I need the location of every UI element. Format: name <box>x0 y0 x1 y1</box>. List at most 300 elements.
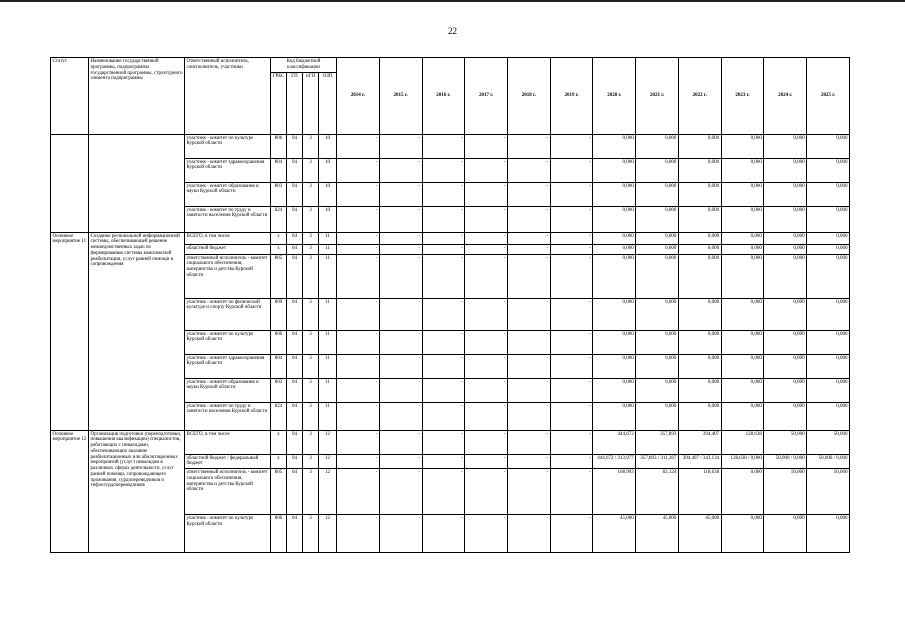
value-cell: - <box>422 515 465 553</box>
value-cell: - <box>550 469 593 515</box>
pgp-cell: 3 <box>303 469 319 515</box>
page-top-edge <box>0 0 905 2</box>
grbs-cell: 824 <box>271 402 287 430</box>
value-cell: - <box>507 354 550 378</box>
executor-cell: участник - комитет здравоохранения Курской области <box>185 354 271 378</box>
pgp-cell: 3 <box>303 430 319 454</box>
gp-cell: 04 <box>287 402 303 430</box>
executor-cell: участник - комитет образования и науки Курской области <box>185 182 271 206</box>
header-year: 2020 г. <box>593 58 636 135</box>
ozp-cell: 10 <box>319 134 337 158</box>
value-cell: - <box>465 402 508 430</box>
value-cell: - <box>550 158 593 182</box>
value-cell: 0,000 <box>764 515 807 553</box>
value-cell: 0,000 <box>721 254 764 298</box>
pgp-cell: 3 <box>303 182 319 206</box>
value-cell: 45,000 <box>678 515 721 553</box>
header-status: Статус <box>51 58 89 135</box>
value-cell: - <box>379 378 422 402</box>
value-cell: 0,000 <box>807 254 850 298</box>
ozp-cell: 12 <box>319 430 337 454</box>
value-cell: 0,000 <box>764 330 807 354</box>
value-cell: - <box>422 206 465 232</box>
value-cell: - <box>379 158 422 182</box>
value-cell: - <box>465 454 508 469</box>
pgp-cell: 3 <box>303 515 319 553</box>
value-cell: 0,000 <box>721 182 764 206</box>
executor-cell: участник - комитет по физической культуре и спорту Курской области <box>185 298 271 330</box>
value-cell: 0,000 <box>807 330 850 354</box>
grbs-cell: х <box>271 232 287 244</box>
executor-cell: участник - комитет по труду и занятости населения Курской области <box>185 402 271 430</box>
value-cell: - <box>507 454 550 469</box>
ozp-cell: 11 <box>319 354 337 378</box>
gp-cell: 04 <box>287 134 303 158</box>
executor-cell: участник - комитет здравоохранения Курской области <box>185 158 271 182</box>
header-year: 2019 г. <box>550 58 593 135</box>
value-cell: - <box>465 232 508 244</box>
value-cell: 0,000 <box>636 134 679 158</box>
value-cell: 0,000 <box>721 330 764 354</box>
value-cell: - <box>379 134 422 158</box>
value-cell: 0,000 <box>678 182 721 206</box>
table-body <box>51 134 850 553</box>
value-cell: - <box>379 182 422 206</box>
value-cell: 0,000 <box>678 134 721 158</box>
value-cell: 0,000 <box>636 330 679 354</box>
value-cell: 0,000 <box>764 254 807 298</box>
value-cell: 0,000 <box>764 206 807 232</box>
value-cell: 45,000 <box>636 515 679 553</box>
value-cell: 0,000 <box>721 134 764 158</box>
header-year: 2021 г. <box>636 58 679 135</box>
pgp-cell: 3 <box>303 254 319 298</box>
value-cell: - <box>550 354 593 378</box>
value-cell: 82,124 <box>636 469 679 515</box>
row-status: Основное мероприятие 12 <box>51 430 89 553</box>
pgp-cell: 3 <box>303 232 319 244</box>
value-cell: - <box>550 232 593 244</box>
executor-cell: ответственный исполнитель - комитет социального обеспечения, материнства и детства Курской области <box>185 254 271 298</box>
ozp-cell: 12 <box>319 454 337 469</box>
value-cell: - <box>337 206 380 232</box>
grbs-cell: 804 <box>271 158 287 182</box>
value-cell: - <box>465 206 508 232</box>
value-cell: - <box>379 254 422 298</box>
value-cell: 0,000 <box>636 354 679 378</box>
value-cell: - <box>422 254 465 298</box>
value-cell: - <box>550 244 593 254</box>
value-cell: - <box>465 469 508 515</box>
executor-cell: участник - комитет образования и науки Курской области <box>185 378 271 402</box>
gp-cell: 04 <box>287 206 303 232</box>
value-cell: - <box>379 430 422 454</box>
value-cell: 0,000 <box>764 158 807 182</box>
value-cell: - <box>550 330 593 354</box>
gp-cell: 04 <box>287 378 303 402</box>
value-cell: 50,000 <box>764 430 807 454</box>
value-cell: - <box>465 354 508 378</box>
header-year: 2025 г. <box>807 58 850 135</box>
pgp-cell: 3 <box>303 298 319 330</box>
header-ozp: ОЗП <box>319 72 337 134</box>
value-cell: 128,638 / 0,000 <box>721 454 764 469</box>
value-cell: 0,000 <box>721 402 764 430</box>
row-status <box>51 134 89 232</box>
value-cell: 0,000 <box>807 298 850 330</box>
value-cell: - <box>379 206 422 232</box>
gp-cell: 04 <box>287 430 303 454</box>
value-cell: - <box>507 254 550 298</box>
value-cell: - <box>379 354 422 378</box>
value-cell: 0,000 <box>807 244 850 254</box>
value-cell: 0,000 <box>636 206 679 232</box>
header-pgp: пГП <box>303 72 319 134</box>
value-cell: - <box>422 354 465 378</box>
value-cell: - <box>507 430 550 454</box>
value-cell: - <box>507 402 550 430</box>
grbs-cell: 806 <box>271 330 287 354</box>
executor-cell: участник - комитет по культуре Курской области <box>185 134 271 158</box>
grbs-cell: 803 <box>271 378 287 402</box>
value-cell: 0,000 <box>636 298 679 330</box>
gp-cell: 04 <box>287 298 303 330</box>
ozp-cell: 11 <box>319 330 337 354</box>
value-cell: 0,000 <box>807 134 850 158</box>
value-cell: 0,000 <box>721 469 764 515</box>
value-cell: - <box>337 430 380 454</box>
value-cell: - <box>550 378 593 402</box>
value-cell: 128,638 <box>721 430 764 454</box>
value-cell: 0,000 <box>678 298 721 330</box>
value-cell: - <box>465 330 508 354</box>
value-cell: - <box>337 158 380 182</box>
gp-cell: 04 <box>287 469 303 515</box>
value-cell: - <box>550 515 593 553</box>
value-cell: - <box>465 515 508 553</box>
value-cell: 0,000 <box>721 206 764 232</box>
value-cell: - <box>550 454 593 469</box>
value-cell: 357,893 / 311,367 <box>636 454 679 469</box>
value-cell: - <box>507 244 550 254</box>
value-cell: 50,000 <box>807 430 850 454</box>
value-cell: 0,000 <box>636 254 679 298</box>
executor-cell: участник - комитет по культуре Курской области <box>185 515 271 553</box>
value-cell: - <box>465 244 508 254</box>
ozp-cell: 11 <box>319 378 337 402</box>
value-cell: - <box>507 232 550 244</box>
value-cell: 0,000 <box>678 354 721 378</box>
value-cell: 0,000 <box>636 232 679 244</box>
value-cell: 118,638 <box>678 469 721 515</box>
pgp-cell: 3 <box>303 244 319 254</box>
value-cell: 0,000 <box>807 232 850 244</box>
value-cell: 0,000 <box>593 378 636 402</box>
value-cell: - <box>507 378 550 402</box>
value-cell: - <box>550 402 593 430</box>
pgp-cell: 3 <box>303 378 319 402</box>
value-cell: 0,000 <box>593 244 636 254</box>
header-grbs: ГРБС <box>271 72 287 134</box>
value-cell: - <box>465 134 508 158</box>
value-cell: - <box>422 232 465 244</box>
ozp-cell: 10 <box>319 206 337 232</box>
value-cell: 0,000 <box>764 298 807 330</box>
value-cell: 357,893 <box>636 430 679 454</box>
gp-cell: 04 <box>287 254 303 298</box>
value-cell: - <box>550 430 593 454</box>
row-name <box>89 134 185 232</box>
value-cell: 0,000 <box>721 158 764 182</box>
value-cell: 50,000 / 0,000 <box>807 454 850 469</box>
value-cell: - <box>379 232 422 244</box>
value-cell: - <box>422 182 465 206</box>
value-cell: - <box>507 298 550 330</box>
value-cell: 0,000 <box>636 182 679 206</box>
header-year: 2017 г. <box>465 58 508 135</box>
header-year: 2018 г. <box>507 58 550 135</box>
table-header <box>51 58 850 135</box>
value-cell: - <box>465 430 508 454</box>
value-cell: - <box>465 378 508 402</box>
header-year: 2023 г. <box>721 58 764 135</box>
value-cell: - <box>550 182 593 206</box>
header-year: 2014 г. <box>337 58 380 135</box>
value-cell: 0,000 <box>678 254 721 298</box>
value-cell: - <box>507 206 550 232</box>
ozp-cell: 12 <box>319 469 337 515</box>
gp-cell: 04 <box>287 244 303 254</box>
value-cell: - <box>422 430 465 454</box>
value-cell: 0,000 <box>636 244 679 254</box>
executor-cell: областной бюджет / федеральный бюджет <box>185 454 271 469</box>
value-cell: 50,000 / 0,000 <box>764 454 807 469</box>
value-cell: - <box>337 232 380 244</box>
value-cell: 0,000 <box>764 402 807 430</box>
value-cell: - <box>379 298 422 330</box>
grbs-cell: 806 <box>271 134 287 158</box>
value-cell: 0,000 <box>807 515 850 553</box>
executor-cell: областной бюджет <box>185 244 271 254</box>
pgp-cell: 3 <box>303 454 319 469</box>
value-cell: - <box>337 134 380 158</box>
executor-cell: участник - комитет по культуре Курской области <box>185 330 271 354</box>
value-cell: 0,000 <box>593 402 636 430</box>
value-cell: - <box>550 254 593 298</box>
value-cell: - <box>379 402 422 430</box>
header-executor: Ответственный исполнитель, соисполнитель, участники <box>185 58 271 135</box>
executor-cell: участник - комитет по труду и занятости населения Курской области <box>185 206 271 232</box>
value-cell: - <box>337 402 380 430</box>
value-cell: 0,000 <box>764 232 807 244</box>
table-row <box>51 232 850 244</box>
value-cell: 0,000 <box>593 158 636 182</box>
value-cell: 394,407 / 343,134 <box>678 454 721 469</box>
value-cell: - <box>422 378 465 402</box>
pgp-cell: 3 <box>303 354 319 378</box>
value-cell: - <box>337 354 380 378</box>
pgp-cell: 3 <box>303 206 319 232</box>
value-cell: 168,903 <box>593 469 636 515</box>
budget-table <box>50 57 850 553</box>
value-cell: - <box>550 206 593 232</box>
row-name: Создание региональной информационной системы, обеспечивающей решение межведомственных задач по формированию системы комплексной реабилитации, услуг ранней помощи и сопровождения <box>89 232 185 430</box>
value-cell: 0,000 <box>807 182 850 206</box>
value-cell: 0,000 <box>593 182 636 206</box>
value-cell: - <box>379 330 422 354</box>
value-cell: - <box>422 330 465 354</box>
header-name: Наименование государственной программы, подпрограммы государственной программы, структурного элемента подпрограммы <box>89 58 185 135</box>
executor-cell: ответственный исполнитель - комитет социального обеспечения, материнства и детства Курской области <box>185 469 271 515</box>
header-gp: ГП <box>287 72 303 134</box>
pgp-cell: 3 <box>303 402 319 430</box>
row-name: Организация подготовки (переподготовки, повышения квалификации) специалистов, работающих с инвалидами, обеспечивающих оказание реабилитационных или абилитационных мероприятий (услуг) инвалидам в различных сферах деятельности, услуг ранней помощи, сопровождающего проживания, сурдопереводчиков и тифлосурдопереводчиков <box>89 430 185 553</box>
value-cell: 0,000 <box>807 158 850 182</box>
value-cell: 0,000 <box>593 330 636 354</box>
value-cell: 0,000 <box>678 378 721 402</box>
table-row <box>51 134 850 158</box>
ozp-cell: 10 <box>319 182 337 206</box>
grbs-cell: 806 <box>271 515 287 553</box>
gp-cell: 04 <box>287 158 303 182</box>
ozp-cell: 11 <box>319 232 337 244</box>
value-cell: 0,000 <box>721 244 764 254</box>
value-cell: 50,000 <box>764 469 807 515</box>
grbs-cell: х <box>271 454 287 469</box>
value-cell: - <box>507 134 550 158</box>
row-status: Основное мероприятие 11 <box>51 232 89 430</box>
gp-cell: 04 <box>287 182 303 206</box>
value-cell: 0,000 <box>721 298 764 330</box>
value-cell: - <box>337 182 380 206</box>
executor-cell: ВСЕГО, в том числе <box>185 430 271 454</box>
value-cell: 0,000 <box>807 206 850 232</box>
value-cell: - <box>379 244 422 254</box>
value-cell: 45,000 <box>593 515 636 553</box>
ozp-cell: 10 <box>319 158 337 182</box>
gp-cell: 04 <box>287 330 303 354</box>
value-cell: - <box>507 330 550 354</box>
value-cell: 444,672 / 313,977 <box>593 454 636 469</box>
value-cell: - <box>507 182 550 206</box>
value-cell: - <box>422 402 465 430</box>
value-cell: - <box>507 469 550 515</box>
ozp-cell: 12 <box>319 515 337 553</box>
value-cell: 0,000 <box>764 182 807 206</box>
value-cell: 0,000 <box>593 254 636 298</box>
value-cell: - <box>422 244 465 254</box>
value-cell: - <box>422 298 465 330</box>
value-cell: - <box>507 515 550 553</box>
grbs-cell: 809 <box>271 298 287 330</box>
value-cell: 0,000 <box>721 232 764 244</box>
gp-cell: 04 <box>287 354 303 378</box>
value-cell: 0,000 <box>807 354 850 378</box>
value-cell: - <box>507 158 550 182</box>
value-cell: - <box>337 254 380 298</box>
header-year: 2015 г. <box>379 58 422 135</box>
pgp-cell: 3 <box>303 134 319 158</box>
value-cell: 0,000 <box>764 244 807 254</box>
value-cell: - <box>337 244 380 254</box>
gp-cell: 04 <box>287 515 303 553</box>
value-cell: 0,000 <box>593 232 636 244</box>
grbs-cell: х <box>271 244 287 254</box>
value-cell: - <box>379 454 422 469</box>
value-cell: 394,407 <box>678 430 721 454</box>
value-cell: 0,000 <box>678 206 721 232</box>
value-cell: - <box>337 515 380 553</box>
value-cell: 0,000 <box>593 206 636 232</box>
value-cell: - <box>422 134 465 158</box>
gp-cell: 04 <box>287 232 303 244</box>
header-budget-code: Код бюджетной классификации <box>271 58 337 73</box>
grbs-cell: 803 <box>271 182 287 206</box>
gp-cell: 04 <box>287 454 303 469</box>
ozp-cell: 11 <box>319 244 337 254</box>
grbs-cell: 805 <box>271 469 287 515</box>
value-cell: 0,000 <box>636 378 679 402</box>
value-cell: 0,000 <box>807 378 850 402</box>
value-cell: 0,000 <box>678 330 721 354</box>
grbs-cell: 824 <box>271 206 287 232</box>
value-cell: 0,000 <box>764 378 807 402</box>
table-row <box>51 430 850 454</box>
grbs-cell: 805 <box>271 254 287 298</box>
value-cell: 0,000 <box>764 354 807 378</box>
value-cell: - <box>422 469 465 515</box>
value-cell: - <box>337 454 380 469</box>
header-year: 2024 г. <box>764 58 807 135</box>
pgp-cell: 3 <box>303 330 319 354</box>
value-cell: 0,000 <box>636 402 679 430</box>
value-cell: - <box>337 469 380 515</box>
value-cell: - <box>465 158 508 182</box>
value-cell: 0,000 <box>636 158 679 182</box>
value-cell: - <box>550 298 593 330</box>
value-cell: 0,000 <box>678 158 721 182</box>
value-cell: - <box>465 298 508 330</box>
executor-cell: ВСЕГО, в том числе <box>185 232 271 244</box>
value-cell: 0,000 <box>721 378 764 402</box>
value-cell: - <box>379 469 422 515</box>
header-year: 2022 г. <box>678 58 721 135</box>
value-cell: - <box>465 254 508 298</box>
value-cell: - <box>422 454 465 469</box>
value-cell: - <box>337 378 380 402</box>
value-cell: - <box>337 330 380 354</box>
value-cell: 0,000 <box>678 232 721 244</box>
value-cell: 0,000 <box>593 354 636 378</box>
value-cell: 0,000 <box>721 515 764 553</box>
ozp-cell: 11 <box>319 402 337 430</box>
value-cell: 0,000 <box>678 402 721 430</box>
value-cell: 444,672 <box>593 430 636 454</box>
value-cell: 0,000 <box>678 244 721 254</box>
header-year: 2016 г. <box>422 58 465 135</box>
value-cell: - <box>550 134 593 158</box>
ozp-cell: 11 <box>319 298 337 330</box>
value-cell: 0,000 <box>764 134 807 158</box>
value-cell: - <box>422 158 465 182</box>
value-cell: 50,000 <box>807 469 850 515</box>
value-cell: - <box>379 515 422 553</box>
value-cell: - <box>337 298 380 330</box>
value-cell: 0,000 <box>593 298 636 330</box>
pgp-cell: 3 <box>303 158 319 182</box>
grbs-cell: 804 <box>271 354 287 378</box>
value-cell: - <box>465 182 508 206</box>
